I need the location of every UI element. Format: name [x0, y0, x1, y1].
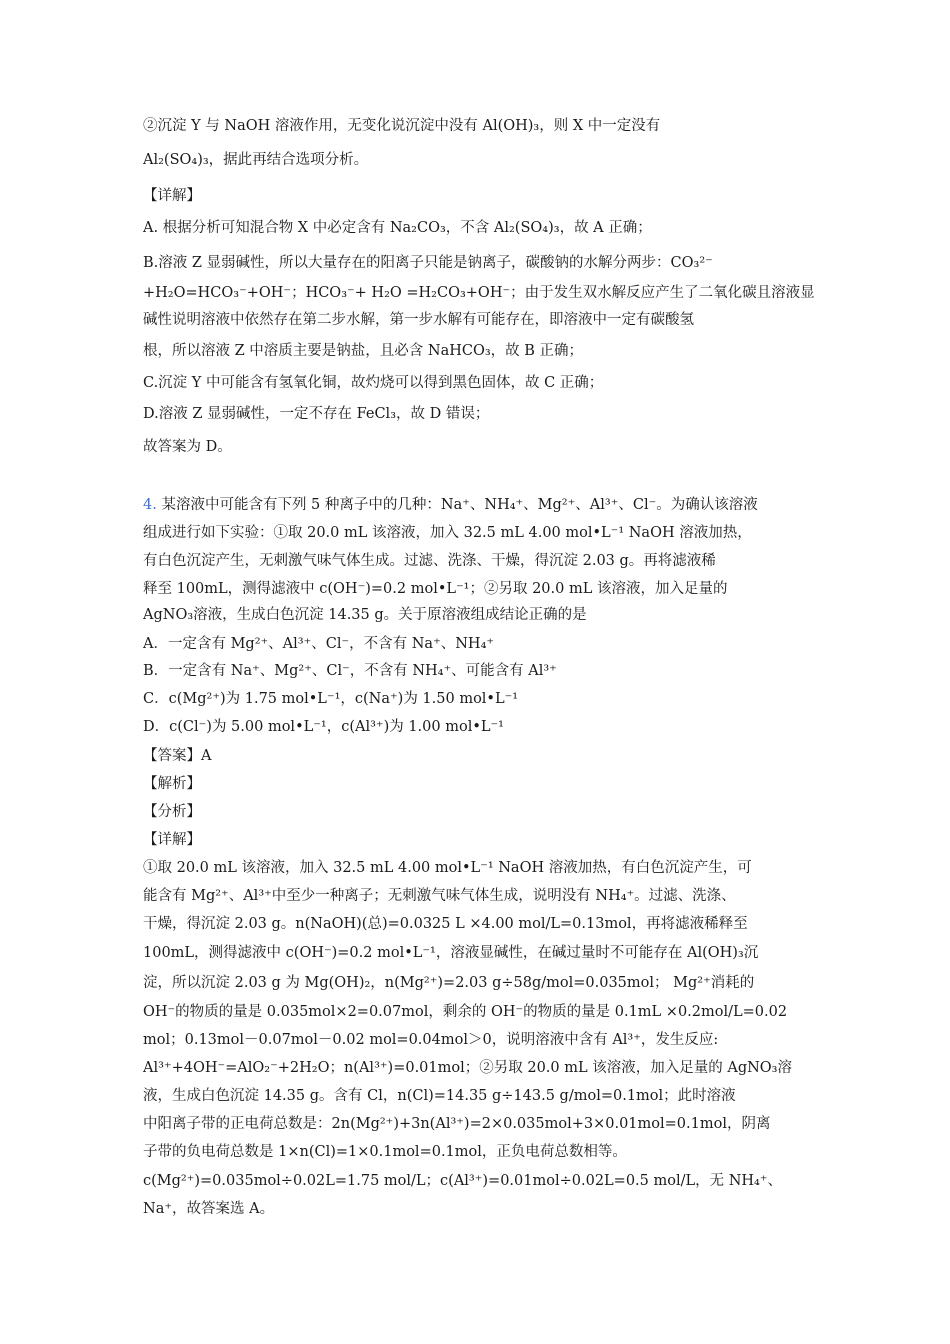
- option-c: C．c(Mg²⁺)为 1.75 mol•L⁻¹，c(Na⁺)为 1.50 mol•L⁻¹: [143, 691, 519, 707]
- question-stem-line: 4. 某溶液中可能含有下列 5 种离子中的几种：Na⁺、NH₄⁺、Mg²⁺、Al³⁺、Cl⁻。为确认该溶液: [143, 497, 758, 513]
- section-header-detail: 【详解】: [143, 188, 201, 204]
- detail-line: 液，生成白色沉淀 14.35 g。含有 Cl，n(Cl)=14.35 g÷143.5 g/mol=0.1mol；此时溶液: [143, 1088, 736, 1104]
- option-d: D．c(Cl⁻)为 5.00 mol•L⁻¹，c(Al³⁺)为 1.00 mol•L⁻¹: [143, 719, 504, 735]
- detail-line: Na⁺，故答案选 A。: [143, 1201, 275, 1217]
- detail-line: OH⁻的物质的量是 0.035mol×2=0.07mol，剩余的 OH⁻的物质的量是 0.1mL ×0.2mol/L=0.02: [143, 1004, 788, 1020]
- detail-header: 【详解】: [143, 832, 201, 848]
- fenxi-header: 【分析】: [143, 804, 201, 820]
- text-line: 碱性说明溶液中依然存在第二步水解，第一步水解有可能存在，即溶液中一定有碳酸氢: [143, 312, 694, 328]
- question-stem-line: 释至 100mL，测得滤液中 c(OH⁻)=0.2 mol•L⁻¹；②另取 20.0 mL 该溶液，加入足量的: [143, 581, 728, 597]
- option-d-analysis: D.溶液 Z 显弱碱性，一定不存在 FeCl₃，故 D 错误；: [143, 406, 490, 422]
- question-number: 4.: [143, 497, 157, 513]
- detail-line: 中阳离子带的正电荷总数是：2n(Mg²⁺)+3n(Al³⁺)=2×0.035mol+3×0.01mol=0.1mol，阴离: [143, 1116, 771, 1132]
- text-line: ②沉淀 Y 与 NaOH 溶液作用，无变化说沉淀中没有 Al(OH)₃，则 X 中一定没有: [143, 118, 661, 134]
- question-stem-line: 有白色沉淀产生，无刺激气味气体生成。过滤、洗涤、干燥，得沉淀 2.03 g。再将滤液稀: [143, 553, 716, 569]
- detail-line: 干燥，得沉淀 2.03 g。n(NaOH)(总)=0.0325 L ×4.00 mol/L=0.13mol，再将滤液稀释至: [143, 916, 748, 932]
- option-b: B．一定含有 Na⁺、Mg²⁺、Cl⁻，不含有 NH₄⁺、可能含有 Al³⁺: [143, 663, 557, 679]
- option-a-analysis: A. 根据分析可知混合物 X 中必定含有 Na₂CO₃，不含 Al₂(SO₄)₃，故 A 正确；: [143, 220, 652, 236]
- detail-line: 能含有 Mg²⁺、Al³⁺中至少一种离子；无刺激气味气体生成，说明没有 NH₄⁺。过滤、洗涤、: [143, 888, 736, 904]
- option-c-analysis: C.沉淀 Y 中可能含有氢氧化铜，故灼烧可以得到黑色固体，故 C 正确；: [143, 375, 604, 391]
- detail-line: 淀，所以沉淀 2.03 g 为 Mg(OH)₂，n(Mg²⁺)=2.03 g÷58g/mol=0.035mol； Mg²⁺消耗的: [143, 975, 755, 991]
- answer-label: 【答案】A: [143, 748, 212, 764]
- detail-line: Al³⁺+4OH⁻=AlO₂⁻+2H₂O；n(Al³⁺)=0.01mol；②另取 20.0 mL 该溶液，加入足量的 AgNO₃溶: [143, 1060, 792, 1076]
- final-answer: 故答案为 D。: [143, 439, 232, 455]
- option-b-analysis: B.溶液 Z 显弱碱性，所以大量存在的阳离子只能是钠离子，碳酸钠的水解分两步：CO₃²⁻: [143, 255, 713, 271]
- text-line: Al₂(SO₄)₃，据此再结合选项分析。: [143, 152, 369, 168]
- analysis-header: 【解析】: [143, 776, 201, 792]
- text-line: +H₂O=HCO₃⁻+OH⁻；HCO₃⁻+ H₂O =H₂CO₃+OH⁻；由于发生双水解反应产生了二氧化碳且溶液显: [143, 285, 815, 301]
- question-stem-line: 组成进行如下实验：①取 20.0 mL 该溶液，加入 32.5 mL 4.00 mol•L⁻¹ NaOH 溶液加热，: [143, 525, 752, 541]
- question-stem-line: AgNO₃溶液，生成白色沉淀 14.35 g。关于原溶液组成结论正确的是: [143, 607, 587, 623]
- detail-line: c(Mg²⁺)=0.035mol÷0.02L=1.75 mol/L；c(Al³⁺)=0.01mol÷0.02L=0.5 mol/L，无 NH₄⁺、: [143, 1173, 783, 1189]
- detail-line: ①取 20.0 mL 该溶液，加入 32.5 mL 4.00 mol•L⁻¹ NaOH 溶液加热，有白色沉淀产生，可: [143, 860, 752, 876]
- text-line: 根，所以溶液 Z 中溶质主要是钠盐，且必含 NaHCO₃，故 B 正确；: [143, 343, 584, 359]
- detail-line: mol；0.13mol－0.07mol－0.02 mol=0.04mol＞0，说明溶液中含有 Al³⁺，发生反应:: [143, 1032, 719, 1048]
- detail-line: 子带的负电荷总数是 1×n(Cl)=1×0.1mol=0.1mol，正负电荷总数相等。: [143, 1144, 627, 1160]
- option-a: A．一定含有 Mg²⁺、Al³⁺、Cl⁻，不含有 Na⁺、NH₄⁺: [143, 636, 495, 652]
- detail-line: 100mL，测得滤液中 c(OH⁻)=0.2 mol•L⁻¹，溶液显碱性，在碱过量时不可能存在 Al(OH)₃沉: [143, 945, 759, 961]
